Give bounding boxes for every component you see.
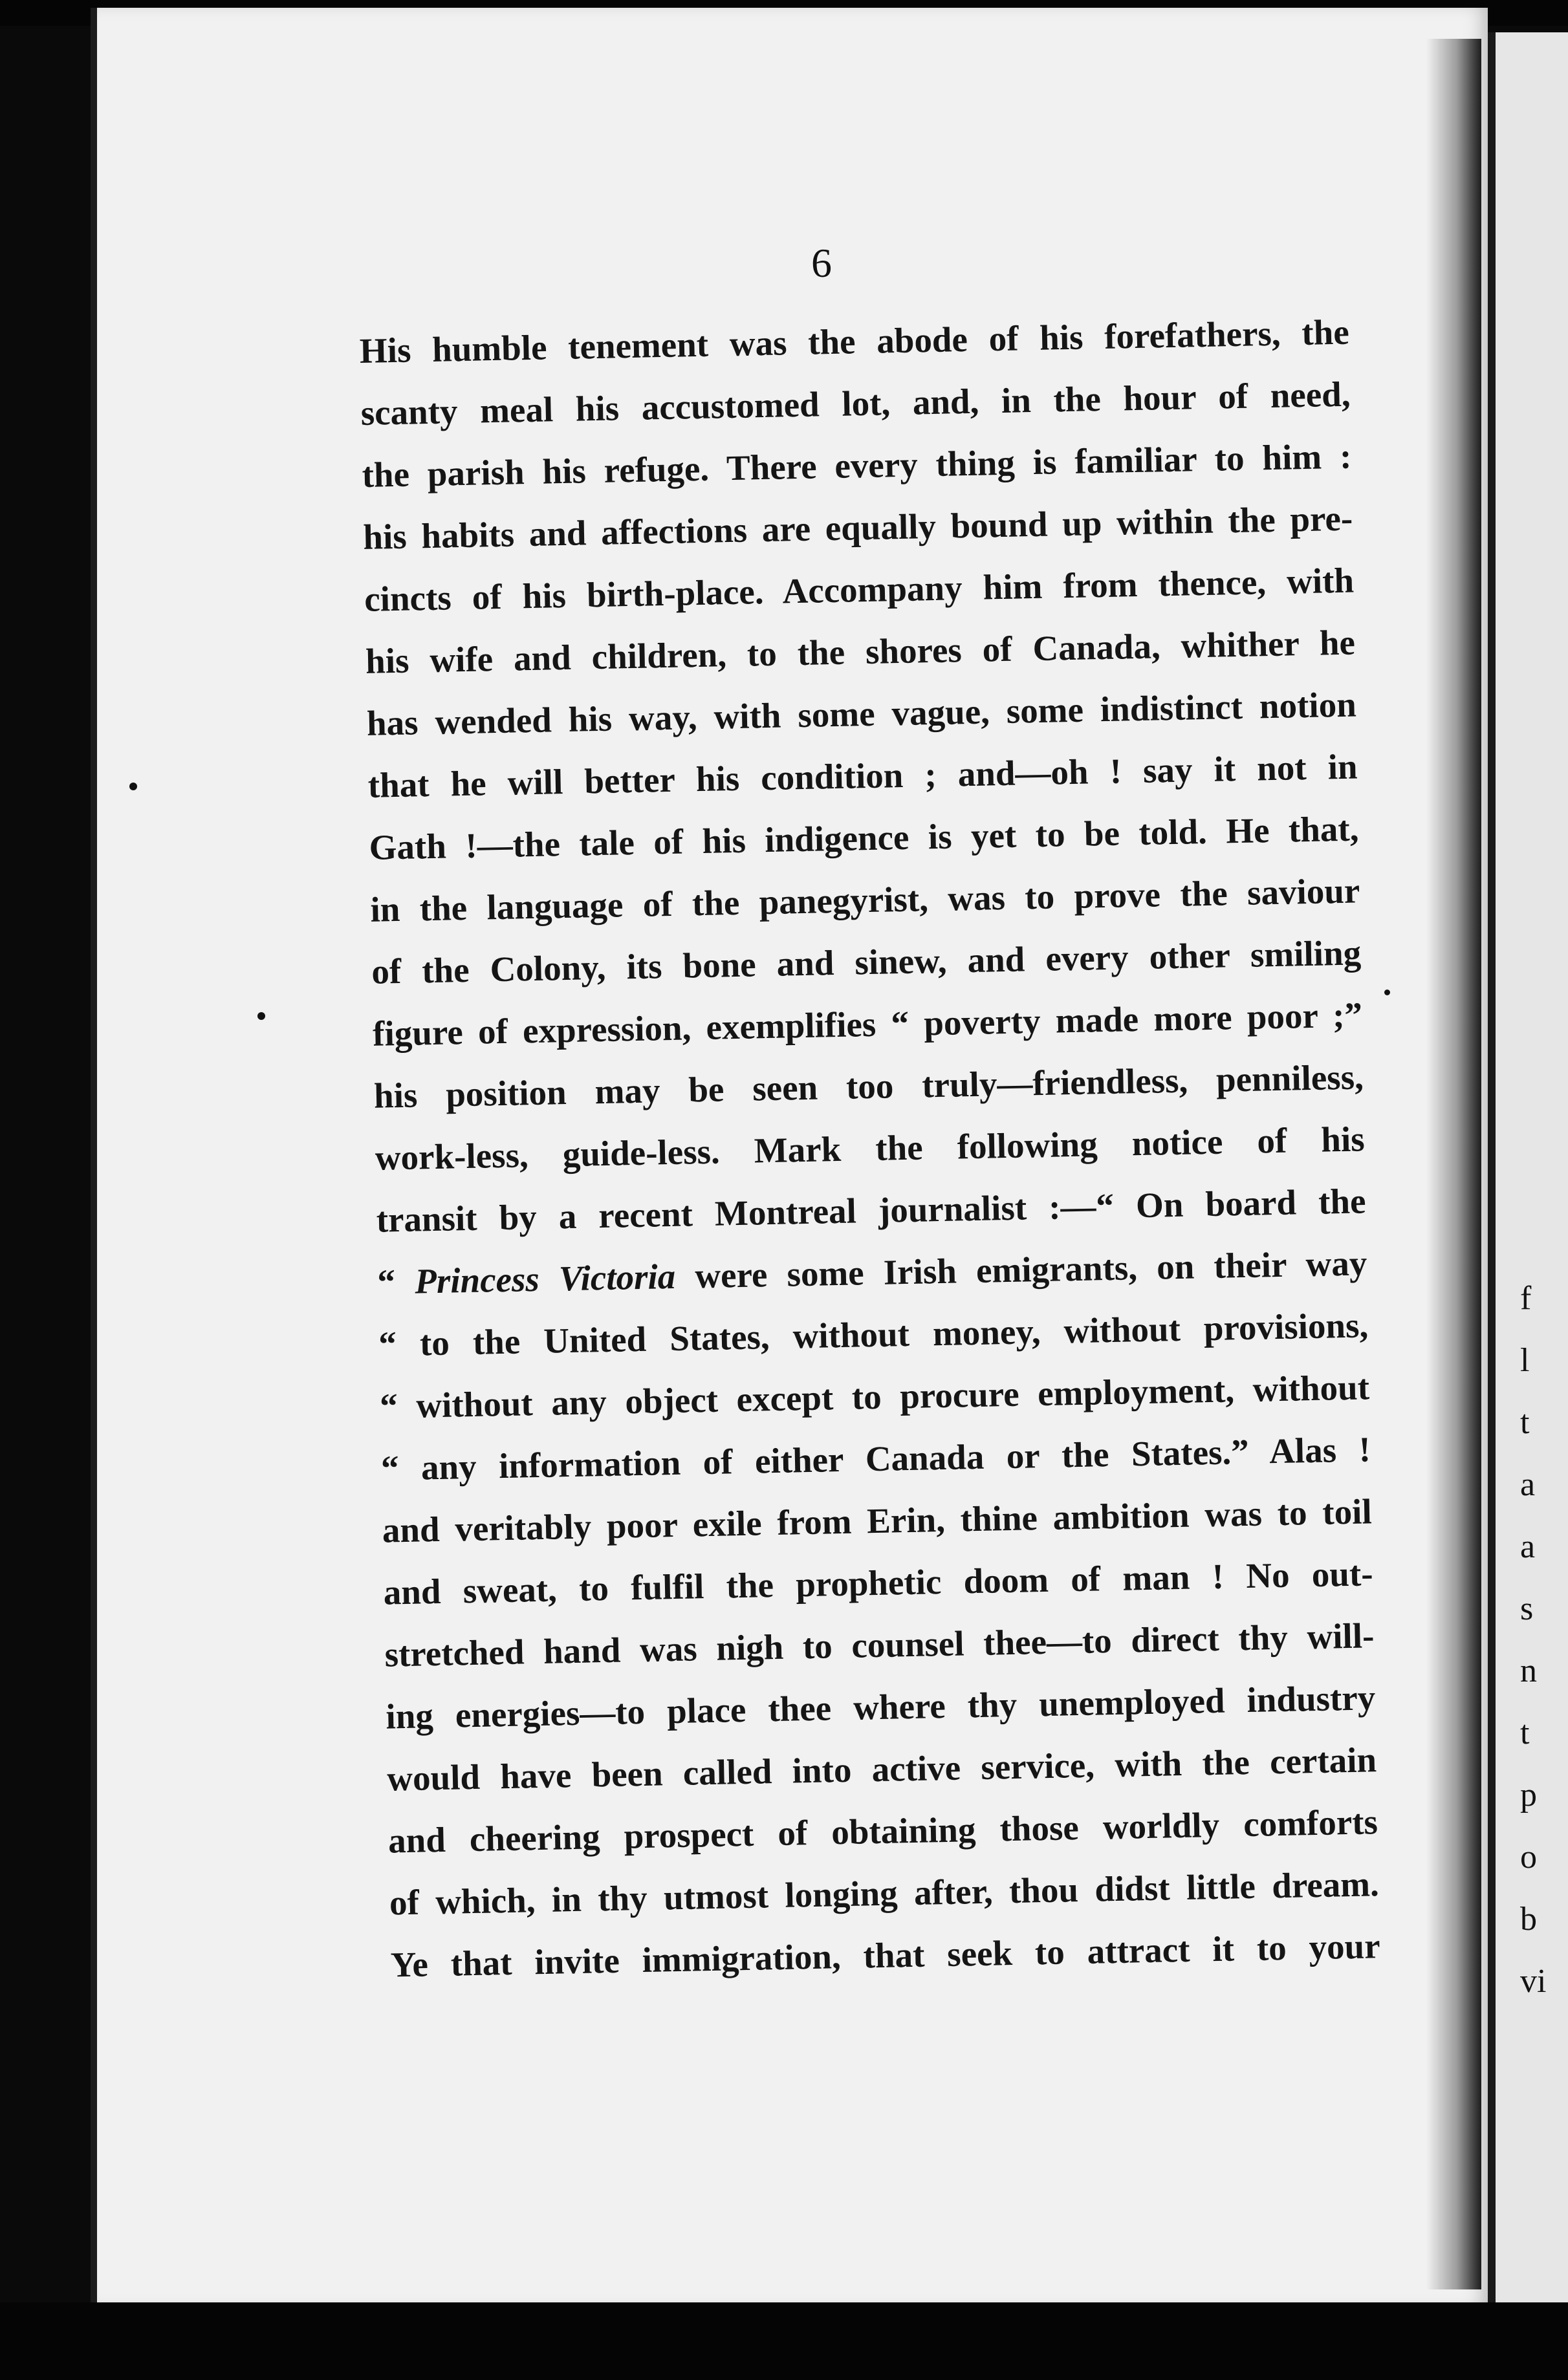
facing-page-fragments (1520, 1268, 1568, 2013)
page-speck (1384, 990, 1390, 995)
text-line: stretched hand was nigh to counsel thee—to direct thy will- (384, 1616, 1375, 1674)
facing-page-fragment: f (1520, 1280, 1532, 1317)
facing-page-fragment: s (1520, 1590, 1534, 1627)
text-line: Ye that invite immigration, that seek to attract it to your (390, 1926, 1381, 1985)
text-line: ing energies—to place thee where thy unemployed industry (385, 1678, 1376, 1736)
text-line: the parish his refuge. There every thing is familiar to him : (362, 436, 1352, 495)
text-line: of the Colony, its bone and sinew, and every other smiling (371, 933, 1362, 991)
facing-page-fragment: t (1520, 1404, 1530, 1441)
text-line: transit by a recent Montreal journalist :—“ On board the (376, 1181, 1367, 1240)
facing-page-fragment: p (1520, 1777, 1537, 1813)
text-line: in the language of the panegyrist, was to prove the saviour (369, 871, 1360, 929)
text-line: scanty meal his accustomed lot, and, in the hour of need, (360, 374, 1351, 433)
text-line: his habits and affections are equally bound up within the pre- (362, 498, 1353, 557)
facing-page-fragment: b (1520, 1901, 1537, 1938)
facing-page-fragment: a (1520, 1528, 1536, 1565)
text-line: figure of expression, exemplifies “ poverty made more poor ;” (372, 995, 1363, 1054)
spine-shadow (1426, 39, 1481, 2289)
body-text (359, 301, 1380, 1996)
text-line: cincts of his birth-place. Accompany him from thence, with (364, 560, 1355, 619)
text-line: “ to the United States, without money, without provisions, (378, 1305, 1369, 1364)
facing-page-fragment: vi (1520, 1963, 1547, 2000)
text-line: his position may be seen too truly—friendless, penniless, (373, 1057, 1364, 1116)
text-line: would have been called into active service, with the certain (386, 1740, 1377, 1799)
text-line: has wended his way, with some vague, some indistinct notion (366, 684, 1357, 743)
page-number: 6 (811, 240, 832, 286)
text-line: his wife and children, to the shores of Canada, whither he (365, 622, 1356, 681)
page-speck (129, 783, 137, 790)
text-line: and veritably poor exile from Erin, thine ambition was to toil (382, 1491, 1373, 1550)
text-line: “ without any object except to procure employment, without (379, 1367, 1370, 1426)
page-speck (257, 1012, 265, 1020)
facing-page-fragment: n (1520, 1652, 1537, 1689)
facing-page-fragment: a (1520, 1466, 1536, 1503)
text-line: work-less, guide-less. Mark the following notice of his (375, 1119, 1366, 1178)
text-line: and cheering prospect of obtaining those worldly comforts (387, 1802, 1378, 1861)
text-line: that he will better his condition ; and—oh ! say it not in (367, 746, 1358, 805)
facing-page-fragment: l (1520, 1342, 1530, 1379)
scan-border-bottom (0, 2302, 1568, 2380)
text-line: “ any information of either Canada or the States.” Alas ! (380, 1429, 1371, 1488)
text-line: “ Princess Victoria were some Irish emigrants, on their way (376, 1243, 1367, 1302)
text-line: and sweat, to fulfil the prophetic doom of man ! No out- (383, 1553, 1374, 1612)
text-line: Gath !—the tale of his indigence is yet to be told. He that, (369, 808, 1359, 867)
text-line: of which, in thy utmost longing after, thou didst little dream. (389, 1864, 1380, 1923)
facing-page-fragment: o (1520, 1839, 1537, 1876)
facing-page-fragment: t (1520, 1715, 1530, 1751)
text-line: His humble tenement was the abode of his forefathers, the (359, 312, 1350, 371)
